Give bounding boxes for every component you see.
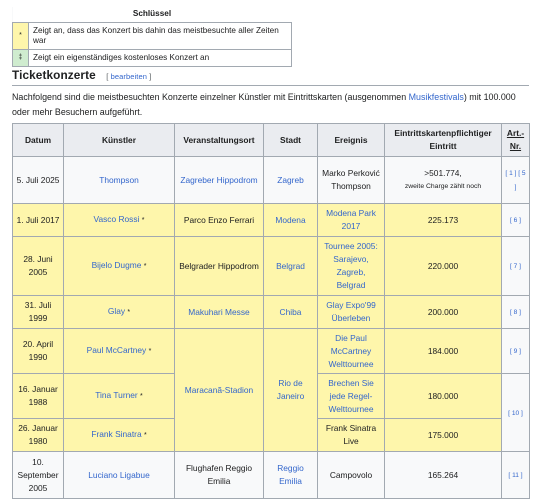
heading-divider bbox=[12, 85, 529, 86]
cell-city bbox=[264, 452, 318, 499]
city-link[interactable]: Zagreb bbox=[277, 174, 304, 185]
cell-venue: Flughafen Reggio Emilia bbox=[175, 452, 264, 499]
cell-date: 5. Juli 2025 bbox=[13, 157, 64, 204]
artist-link[interactable]: Tina Turner bbox=[95, 390, 138, 400]
city-link[interactable]: Reggio Emilia bbox=[277, 463, 304, 486]
intro-text-before: Nachfolgend sind die meistbesuchten Konzerte einzelner Künstler mit Eintrittskarten (ausgenommen bbox=[12, 92, 409, 102]
city-link[interactable]: Belgrad bbox=[276, 260, 305, 271]
intro-paragraph bbox=[12, 90, 532, 119]
cell-event: Frank Sinatra Live bbox=[318, 419, 385, 452]
artist-link[interactable]: Thompson bbox=[99, 174, 139, 185]
venue-link[interactable]: Zagreber Hippodrom bbox=[180, 174, 258, 185]
edit-section bbox=[106, 72, 151, 81]
ref-link[interactable]: [ 6 ] bbox=[510, 217, 521, 224]
header-event[interactable]: Ereignis bbox=[318, 124, 385, 157]
artist-link[interactable]: Glay bbox=[107, 306, 126, 316]
artist-link[interactable]: Vasco Rossi bbox=[93, 214, 140, 224]
cell-ref bbox=[502, 237, 530, 296]
header-artist[interactable]: Künstler bbox=[64, 124, 175, 157]
city-link[interactable]: Rio de Janeiro bbox=[276, 378, 305, 401]
artist-link[interactable]: Luciano Ligabue bbox=[88, 469, 150, 480]
cell-attendance: 175.000 bbox=[385, 419, 502, 452]
table-row bbox=[13, 204, 530, 237]
cell-attendance: 180.000 bbox=[385, 374, 502, 419]
artist-link[interactable]: Bijelo Dugme bbox=[91, 260, 142, 270]
cell-date: 10. September 2005 bbox=[13, 452, 64, 499]
header-ref-label: Art.-Nr. bbox=[506, 128, 525, 151]
record-star: * bbox=[140, 393, 143, 400]
ref-link[interactable]: [ 10 ] bbox=[508, 409, 523, 417]
legend-row bbox=[13, 50, 292, 67]
cell-venue: Parco Enzo Ferrari bbox=[175, 204, 264, 237]
header-city[interactable]: Stadt bbox=[264, 124, 318, 157]
artist-link[interactable]: Frank Sinatra bbox=[91, 429, 142, 439]
intro-link-musikfestivals[interactable]: Musikfestivals bbox=[408, 92, 464, 102]
cell-event: Campovolo bbox=[318, 452, 385, 499]
cell-city bbox=[264, 329, 318, 452]
table-row bbox=[13, 296, 530, 329]
cell-city bbox=[264, 157, 318, 204]
table-row bbox=[13, 329, 530, 374]
legend-table bbox=[12, 7, 292, 67]
header-venue[interactable]: Veranstaltungsort bbox=[175, 124, 264, 157]
cell-date: 26. Januar 1980 bbox=[13, 419, 64, 452]
cell-date: 20. April 1990 bbox=[13, 329, 64, 374]
cell-venue bbox=[175, 329, 264, 452]
cell-ref bbox=[502, 157, 530, 204]
cell-artist bbox=[64, 296, 175, 329]
cell-attendance: 184.000 bbox=[385, 329, 502, 374]
cell-attendance: 225.173 bbox=[385, 204, 502, 237]
cell-venue bbox=[175, 296, 264, 329]
cell-city bbox=[264, 204, 318, 237]
cell-city bbox=[264, 296, 318, 329]
legend-row bbox=[13, 23, 292, 50]
section-title: Ticketkonzerte bbox=[12, 68, 96, 82]
cell-event: Marko Perković Thompson bbox=[318, 157, 385, 204]
cell-artist bbox=[64, 204, 175, 237]
cell-event bbox=[318, 374, 385, 419]
cell-attendance: 200.000 bbox=[385, 296, 502, 329]
attendance-value: >501.774, bbox=[424, 168, 462, 178]
venue-link[interactable]: Makuhari Messe bbox=[188, 306, 250, 317]
event-link[interactable]: Modena Park 2017 bbox=[326, 208, 376, 231]
section-heading bbox=[12, 68, 151, 82]
table-row bbox=[13, 452, 530, 499]
table-row bbox=[13, 237, 530, 296]
ref-link[interactable]: [ 7 ] bbox=[510, 263, 521, 270]
cell-attendance bbox=[385, 157, 502, 204]
cell-event bbox=[318, 204, 385, 237]
ref-link[interactable]: [ 11 ] bbox=[508, 472, 523, 479]
cell-artist bbox=[64, 329, 175, 374]
attendance-note: zweite Charge zählt noch bbox=[404, 183, 482, 190]
cell-event bbox=[318, 237, 385, 296]
event-link[interactable]: Glay Expo'99 Überleben bbox=[326, 300, 376, 323]
ref-link[interactable]: [ 1 ] [ 5 ] bbox=[505, 170, 526, 191]
cell-attendance: 220.000 bbox=[385, 237, 502, 296]
edit-link[interactable]: bearbeiten bbox=[110, 72, 148, 81]
cell-event bbox=[318, 329, 385, 374]
cell-artist bbox=[64, 237, 175, 296]
cell-date: 28. Juni 2005 bbox=[13, 237, 64, 296]
header-ref[interactable] bbox=[502, 124, 530, 157]
event-link[interactable]: Die Paul McCartney Welttournee bbox=[328, 332, 374, 369]
record-star: * bbox=[141, 217, 145, 224]
header-date[interactable]: Datum bbox=[13, 124, 64, 157]
cell-date: 16. Januar 1988 bbox=[13, 374, 64, 419]
cell-ref bbox=[502, 329, 530, 374]
record-star: * bbox=[143, 432, 147, 439]
cell-artist bbox=[64, 452, 175, 499]
legend-text-record: Zeigt an, dass das Konzert bis dahin das meistbesuchte aller Zeiten war bbox=[29, 23, 292, 50]
artist-link[interactable]: Paul McCartney bbox=[86, 345, 147, 355]
cell-venue: Belgrader Hippodrom bbox=[175, 237, 264, 296]
cell-date: 1. Juli 2017 bbox=[13, 204, 64, 237]
cell-ref bbox=[502, 204, 530, 237]
cell-ref bbox=[502, 296, 530, 329]
cell-ref bbox=[502, 374, 530, 452]
cell-ref bbox=[502, 452, 530, 499]
city-link[interactable]: Modena bbox=[275, 214, 306, 225]
edit-bracket-open: [ bbox=[106, 72, 109, 81]
edit-bracket-close: ] bbox=[149, 72, 152, 81]
header-row bbox=[13, 124, 530, 157]
concerts-table bbox=[12, 123, 530, 499]
venue-link[interactable]: Maracanã-Stadion bbox=[184, 384, 254, 395]
record-star: * bbox=[127, 309, 131, 316]
table-row bbox=[13, 157, 530, 204]
event-link[interactable]: Brechen Sie jede Regel-Welttournee bbox=[328, 377, 374, 414]
cell-event bbox=[318, 296, 385, 329]
cell-artist bbox=[64, 374, 175, 419]
ref-link[interactable]: [ 8 ] bbox=[510, 309, 521, 316]
cell-artist bbox=[64, 419, 175, 452]
record-star: * bbox=[143, 263, 147, 270]
header-attendance[interactable]: Eintrittskartenpflichtiger Eintritt bbox=[385, 124, 502, 157]
event-link[interactable]: Tournee 2005: Sarajevo, Zagreb, Belgrad bbox=[324, 241, 378, 290]
intro-text-after: ) mit 100.000 oder mehr Besuchern aufgeführt. bbox=[12, 92, 516, 117]
legend-text-free: Zeigt ein eigenständiges kostenloses Konzert an bbox=[29, 50, 292, 67]
cell-artist bbox=[64, 157, 175, 204]
cell-attendance: 165.264 bbox=[385, 452, 502, 499]
legend-title: Schlüssel bbox=[13, 7, 292, 23]
ref-link[interactable]: [ 9 ] bbox=[510, 348, 521, 355]
record-star: * bbox=[148, 348, 152, 355]
cell-city bbox=[264, 237, 318, 296]
city-link[interactable]: Chiba bbox=[279, 306, 302, 317]
legend-symbol-record: * bbox=[13, 23, 29, 50]
legend-symbol-free: ‡ bbox=[13, 50, 29, 67]
cell-date: 31. Juli 1999 bbox=[13, 296, 64, 329]
cell-venue bbox=[175, 157, 264, 204]
